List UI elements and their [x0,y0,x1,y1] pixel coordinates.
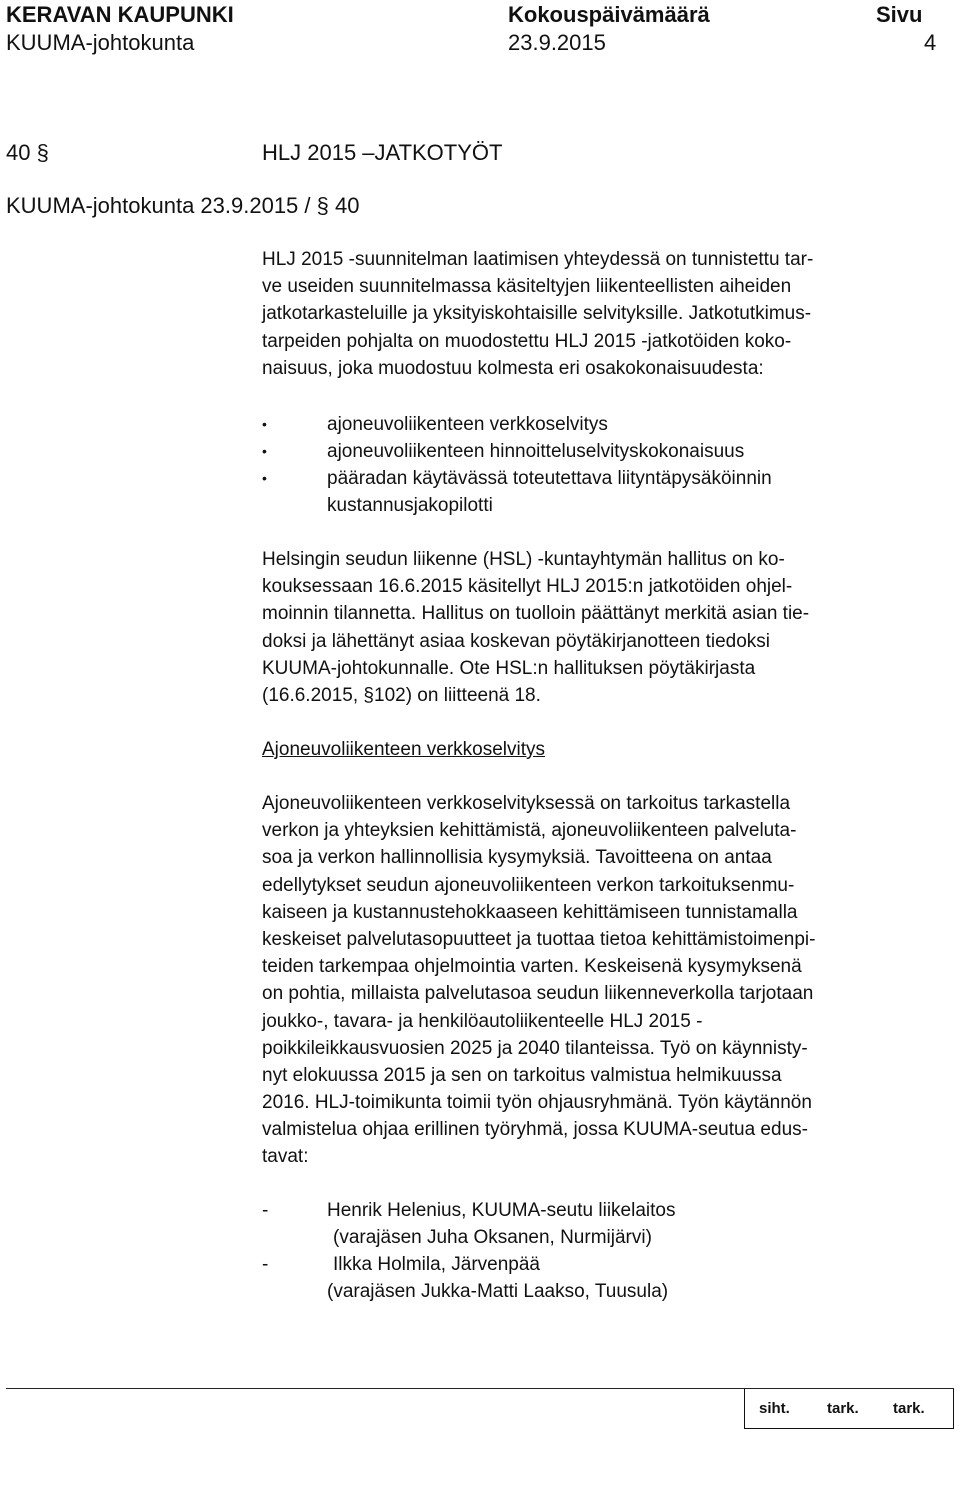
hsl-last-line [262,682,809,709]
body-line: edellytykset seudun ajoneuvoliikenteen verkon tarkoituksenmu- [262,874,795,896]
section-number [6,140,49,166]
signature-box [744,1389,954,1429]
member-deputy: (varajäsen Jukka-Matti Laakso, Tuusula) [327,1281,669,1302]
body-line: kaiseen ja kustannustehokkaaseen kehittämiseen tunnistamalla [262,901,798,923]
reference-number: 40 [335,193,360,218]
body-line: valmistelua ohjaa erillinen työryhmä, jossa KUUMA-seutua edus- [262,1119,808,1141]
footer-checker-label: tark. [827,1400,859,1417]
committee-name: KUUMA-johtokunta [6,30,195,55]
intro-line: HLJ 2015 -suunnitelman laatimisen yhteydessä on tunnistettu tar- [262,249,814,270]
body-paragraph [262,790,815,1171]
intro-line: naisuus, joka muodostuu kolmesta eri osakokonaisuudesta: [262,357,764,379]
member-dash: - [262,1254,269,1275]
hsl-line: doksi ja lähettänyt asiaa koskevan pöytäkirjanotteen tiedoksi [262,630,771,652]
body-line: 2016. HLJ-toimikunta toimii työn ohjausryhmänä. Työn käytännön [262,1092,812,1114]
hsl-last-before: (16.6.2015, [262,684,359,706]
org-name: KERAVAN KAUPUNKI [6,2,234,27]
section-symbol: § [36,140,49,165]
hsl-line: KUUMA-johtokunnalle. Ote HSL:n hallituksen pöytäkirjasta [262,657,756,679]
intro-line: jatkotarkasteluille ja yksityiskohtaisille selvityksille. Jatkotutkimus- [262,303,812,325]
body-line: poikkileikkausvuosien 2025 ja 2040 tilanteissa. Työ on käynnisty- [262,1037,808,1059]
bullet-text: ajoneuvoliikenteen verkkoselvitys [327,414,608,435]
member-deputy: (varajäsen Juha Oksanen, Nurmijärvi) [333,1227,652,1248]
hsl-line: kouksessaan 16.6.2015 käsitellyt HLJ 2015:n jatkotöiden ohjel- [262,576,793,598]
body-line: tavat: [262,1146,309,1168]
intro-line: tarpeiden pohjalta on muodostettu HLJ 2015 -jatkotöiden koko- [262,330,792,352]
intro-line: ve useiden suunnitelmassa käsiteltyjen liikenteellisten aiheiden [262,276,792,298]
member-name: Ilkka Holmila, Järvenpää [333,1254,540,1275]
bullet-icon: • [262,416,267,432]
bullet-icon: • [262,470,267,486]
body-line: keskeiset palvelutasopuutteet ja tuottaa tietoa kehittämistoimenpi- [262,928,816,950]
meeting-date: 23.9.2015 [508,30,606,55]
body-line: on pohtia, millaista palvelutasoa seudun liikenneverkolla tarjotaan [262,983,814,1005]
body-line: Ajoneuvoliikenteen verkkoselvityksessä on tarkoitus tarkastella [262,793,791,814]
section-number-value: 40 [6,140,31,165]
intro-paragraph [262,246,813,382]
body-line: soa ja verkon hallinnollisia kysymyksiä. Tavoitteena on antaa [262,847,772,869]
hsl-line: Helsingin seudun liikenne (HSL) -kuntayhtymän hallitus on ko- [262,549,785,570]
page-number: 4 [924,30,937,55]
subheading: Ajoneuvoliikenteen verkkoselvitys [262,739,546,760]
page-label: Sivu [876,2,923,27]
footer-secretary-label: siht. [759,1400,790,1417]
member-dash: - [262,1200,269,1221]
footer-checker-label: tark. [893,1400,925,1417]
bullet-icon: • [262,443,267,459]
bullet-text: kustannusjakopilotti [327,495,493,516]
bullet-text: ajoneuvoliikenteen hinnoitteluselvityskokonaisuus [327,441,745,462]
body-line: verkon ja yhteyksien kehittämistä, ajoneuvoliikenteen palveluta- [262,820,797,842]
bullet-text: pääradan käytävässä toteutettava liityntäpysäköinnin [327,468,772,489]
body-line: nyt elokuussa 2015 ja sen on tarkoitus valmistua helmikuussa [262,1064,782,1086]
hsl-last-after: 102) on liitteenä 18. [374,684,541,706]
reference-symbol: § [316,193,329,218]
reference-text: KUUMA-johtokunta 23.9.2015 / [6,193,311,218]
body-line: joukko-, tavara- ja henkilöautoliikenteelle HLJ 2015 - [262,1010,703,1032]
body-line: teiden tarkempaa ohjelmointia varten. Keskeisenä kysymyksenä [262,956,802,978]
reference-line [6,193,360,219]
section-title: HLJ 2015 –JATKOTYÖT [262,140,503,165]
hsl-paragraph [262,546,809,709]
hsl-line: moinnin tilannetta. Hallitus on tuolloin päättänyt merkitä asian tie- [262,603,810,625]
section-symbol: § [363,684,374,706]
member-name: Henrik Helenius, KUUMA-seutu liikelaitos [327,1200,676,1221]
date-label: Kokouspäivämäärä [508,2,710,27]
